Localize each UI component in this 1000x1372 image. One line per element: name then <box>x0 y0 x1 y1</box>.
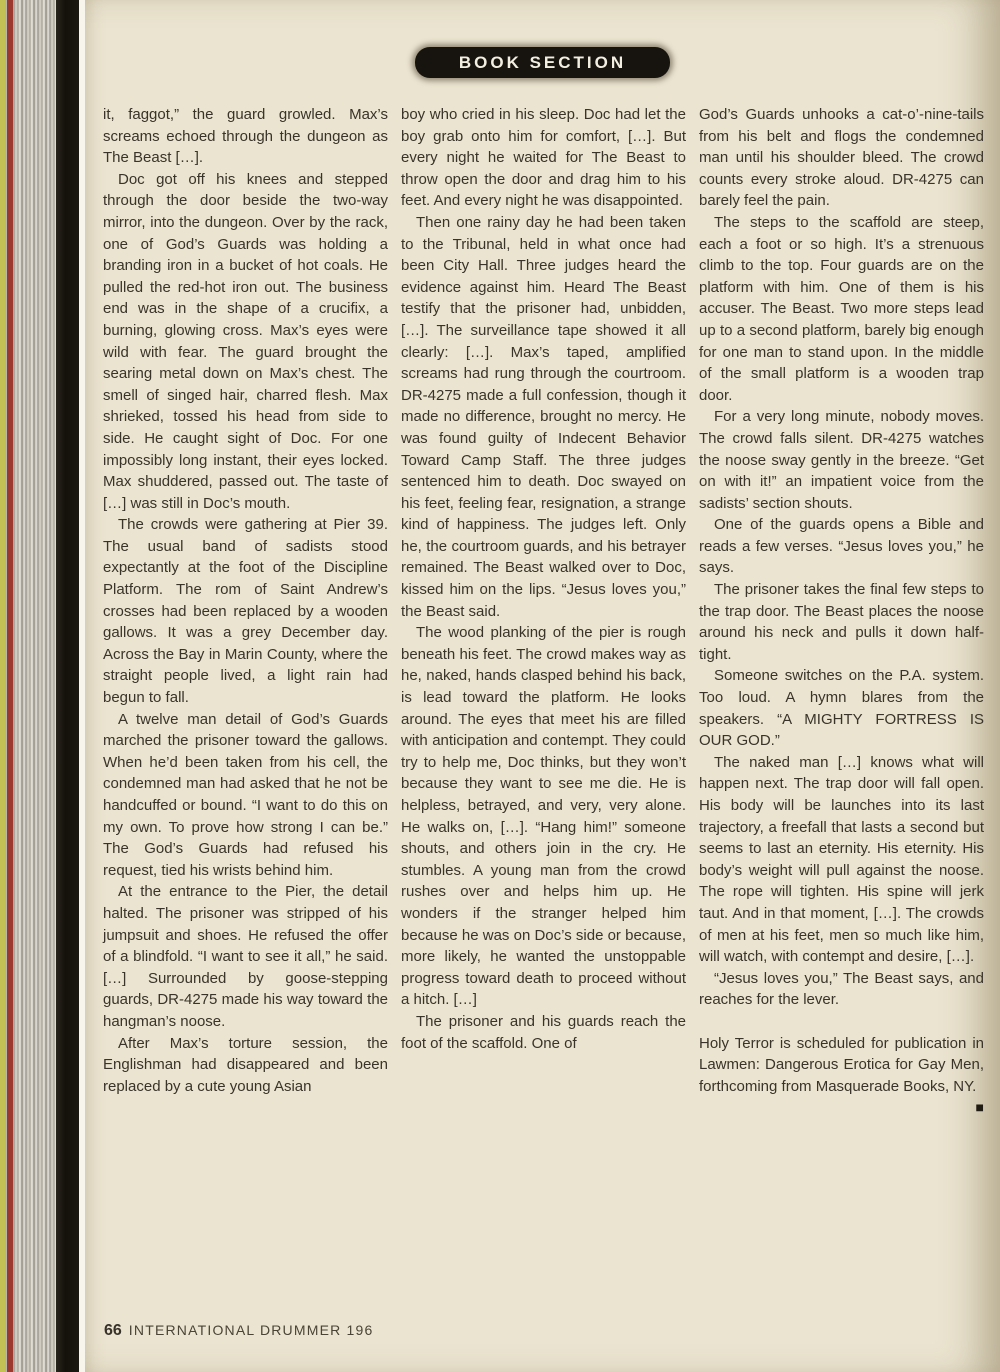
footer-magazine-title: INTERNATIONAL DRUMMER 196 <box>128 1322 374 1338</box>
paragraph: Someone switches on the P.A. system. Too loud. A hymn blares from the speakers. “A MIGHTY FORTRESS IS OUR GOD.” <box>699 667 984 750</box>
binding-page-edges <box>0 0 56 1372</box>
footer-page-number: 66 <box>104 1322 122 1339</box>
paragraph: boy who cried in his sleep. Doc had let the boy grab onto him for comfort, […]. But every night he waited for The Beast to throw open the door and drag him to his feet. And every night he was disappointed. <box>401 106 686 210</box>
paragraph: it, faggot,” the guard growled. Max’s screams echoed through the dungeon as The Beast […]. <box>103 106 388 167</box>
paragraph: At the entrance to the Pier, the detail halted. The prisoner was stripped of his jumpsuit and shoes. He refused the offer of a blindfold. “I want to see it all,” he said. […] Surrounded by goose-stepping guards, DR-4275 made his way toward the hangman’s noose. <box>103 883 388 1030</box>
binding-stripe-red <box>7 0 13 1372</box>
article-body <box>85 78 1000 1272</box>
text-column-1 <box>103 104 388 1272</box>
page-footer <box>104 1322 374 1340</box>
book-section-badge: BOOK SECTION <box>415 47 670 78</box>
text-column-2 <box>401 104 686 1272</box>
paragraph: The prisoner and his guards reach the foot of the scaffold. One of <box>401 1012 686 1052</box>
magazine-page <box>85 0 1000 1372</box>
paragraph: God’s Guards unhooks a cat-o’-nine-tails from his belt and flogs the condemned man until his shoulder bleed. The crowd counts every stroke aloud. DR-4275 can barely feel the pain. <box>699 106 984 210</box>
paragraph: The crowds were gathering at Pier 39. The usual band of sadists stood expectantly at the foot of the Discipline Platform. The rom of Saint Andrew’s crosses had been replaced by a wooden gallows. It was a grey December day. Across the Bay in Marin County, where the straight people lived, a light rain had begun to fall. <box>103 516 388 707</box>
paragraph: The steps to the scaffold are steep, each a foot or so high. It’s a strenuous climb to the top. Four guards are on the platform with him. One of them is his accuser. The Beast. Two more steps lead up to a second platform, barely big enough for one man to stand upon. In the middle of the small platform is a wooden trap door. <box>699 213 984 404</box>
paragraph: One of the guards opens a Bible and reads a few verses. “Jesus loves you,” he says. <box>699 516 984 577</box>
paragraph: After Max’s torture session, the Englishman had disappeared and been replaced by a cute young Asian <box>103 1034 388 1095</box>
paragraph: “Jesus loves you,” The Beast says, and reaches for the lever. <box>699 969 984 1009</box>
spine-shadow <box>56 0 79 1372</box>
binding-stripe-green <box>0 0 5 1372</box>
paragraph: Doc got off his knees and stepped through the door beside the two-way mirror, into the dungeon. Over by the rack, one of God’s Guards was holding a branding iron in a bucket of hot coals. He pulled the red-hot iron out. The business end was in the shape of a crucifix, a burning, glowing cross. Max’s eyes were wild with fear. The guard brought the searing metal down on Max’s chest. The smell of singed hair, charred flesh. Max shrieked, tossed his head from side to side. He caught sight of Doc. For one impossibly long instant, their eyes locked. Max shuddered, passed out. The taste of […] was still in Doc’s mouth. <box>103 170 388 512</box>
paragraph: The prisoner takes the final few steps to the trap door. The Beast places the noose around his neck and pulls it down half-tight. <box>699 581 984 663</box>
text-column-3 <box>699 104 984 1272</box>
paragraph: Holy Terror is scheduled for publication in Lawmen: Dangerous Erotica for Gay Men, forthcoming from Masquerade Books, NY. ■ <box>699 1033 984 1098</box>
end-of-article-mark: ■ <box>975 1099 984 1116</box>
paragraph: Then one rainy day he had been taken to the Tribunal, held in what once had been City Hall. Three judges heard the evidence against him. Heard The Beast testify that the prisoner had, unbidden, […]. The surveillance tape showed it all clearly: […]. Max’s taped, amplified screams had rung through the courtroom. DR-4275 made a full confession, though it made no difference, brought no mercy. He was found guilty of Indecent Behavior Toward Camp Staff. The three judges sentenced him to death. Doc swayed on his feet, feeling fear, resignation, a strange kind of happiness. The judges left. Only he, the courtroom guards, and his betrayer remained. The Beast walked over to Doc, kissed him on the lips. “Jesus loves you,” the Beast said. <box>401 213 686 620</box>
paragraph: The wood planking of the pier is rough beneath his feet. The crowd makes way as he, naked, hands clasped behind his back, is lead toward the platform. He looks around. The eyes that meet his are filled with anticipation and contempt. They could try to help me, Doc thinks, but they won’t because they want to see me die. He is helpless, betrayed, and very, very alone. He walks on, […]. “Hang him!” someone shouts, and others join in the cry. He stumbles. A young man from the crowd rushes over and helps him up. He wonders if the stranger helped him because he was on Doc’s side or because, more likely, he wanted the unstoppable progress toward death to proceed without a hitch. […] <box>401 624 686 1009</box>
paragraph: The naked man […] knows what will happen next. The trap door will fall open. His body will be launches into its last trajectory, a freefall that lasts a second but seems to last an eternity. His eternity. His body’s weight will pull against the noose. The rope will tighten. His spine will jerk taut. And in that moment, […]. The crowds of men at his feet, men so much like him, will watch, with contempt and desire, […]. <box>699 753 984 966</box>
paragraph: For a very long minute, nobody moves. The crowd falls silent. DR-4275 watches the noose sway gently in the breeze. “Get on with it!” an impatient voice from the sadists’ section shouts. <box>699 408 984 512</box>
paragraph: A twelve man detail of God’s Guards marched the prisoner toward the gallows. When he’d been taken from his cell, the condemned man had asked that he not be handcuffed or bound. “I want to do this on my own. To prove how strong I can be.” The God’s Guards had refused his request, tied his wrists behind him. <box>103 710 388 879</box>
header-row <box>85 0 1000 78</box>
